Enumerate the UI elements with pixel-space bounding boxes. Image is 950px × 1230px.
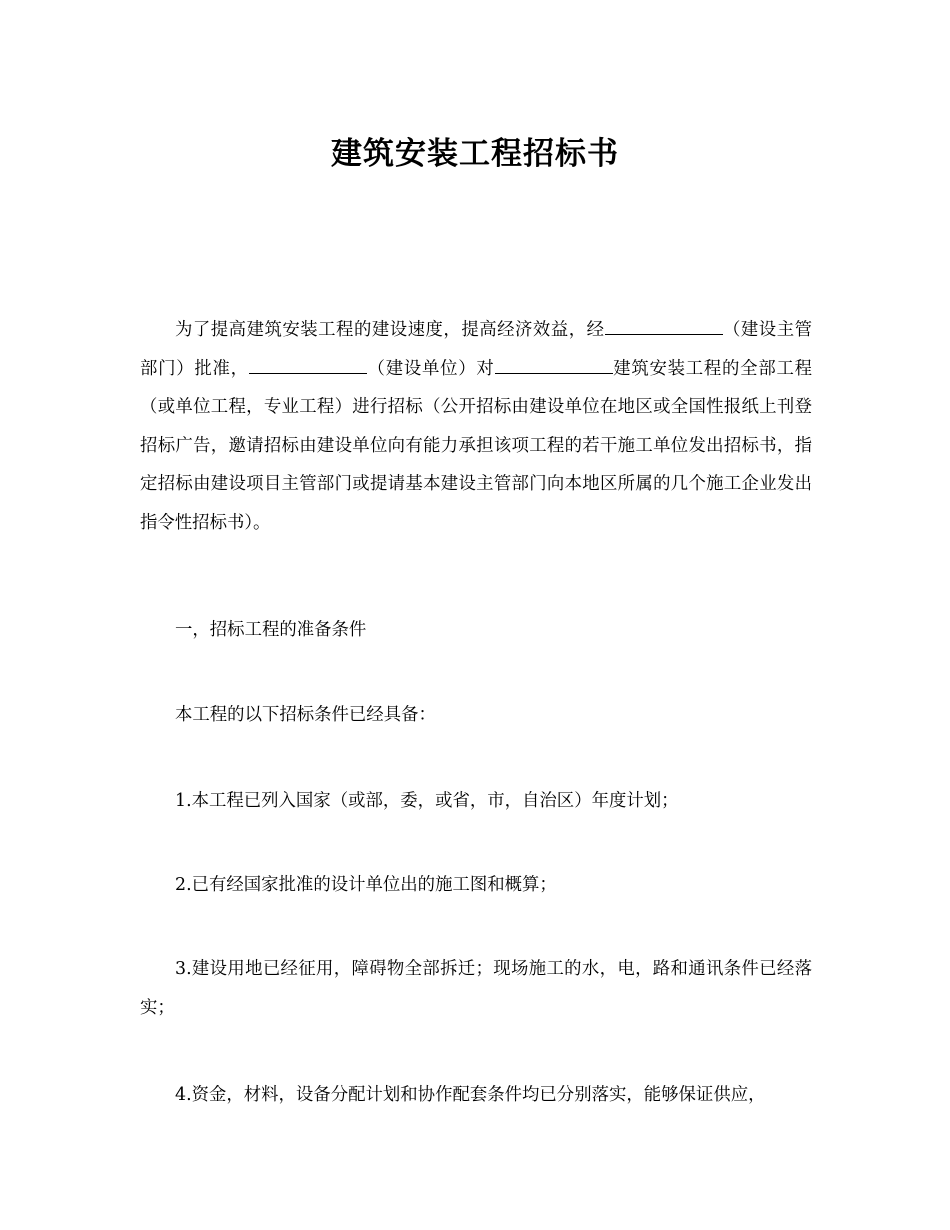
intro-text-part2: （建设主管部门）批准，: [140, 320, 812, 379]
condition-item: 2.已有经国家批准的设计单位出的施工图和概算；: [175, 875, 557, 895]
approving-authority-blank[interactable]: [605, 318, 723, 335]
intro-text-part3: （建设单位）对: [366, 358, 495, 379]
intro-text-part4: 建筑安装工程的全部工程（或单位工程，专业工程）进行招标（公开招标由建设单位在地区或全国性报纸上刊登招标广告，邀请招标由建设单位向有能力承担该项工程的若干施工单位发出招标书，指定招标由建设项目主管部门或提请基本建设主管部门向本地区所属的几个施工企业发出指令性招标书）。: [140, 358, 812, 533]
document-title: 建筑安装工程招标书: [331, 135, 619, 172]
condition-item: 1.本工程已列入国家（或部，委，或省，市，自治区）年度计划；: [175, 791, 679, 811]
project-name-blank[interactable]: [495, 357, 613, 374]
section-lead-text: 本工程的以下招标条件已经具备：: [175, 705, 436, 725]
section-heading: 一，招标工程的准备条件: [175, 620, 367, 640]
intro-text-part1: 为了提高建筑安装工程的建设速度，提高经济效益，经: [175, 320, 605, 340]
construction-unit-blank[interactable]: [249, 357, 367, 374]
condition-item: 4.资金，材料，设备分配计划和协作配套条件均已分别落实，能够保证供应，: [175, 1085, 766, 1105]
intro-paragraph: [140, 311, 812, 542]
condition-item: 3.建设用地已经征用，障碍物全部拆迁；现场施工的水，电，路和通讯条件已经落实；: [140, 959, 812, 1018]
